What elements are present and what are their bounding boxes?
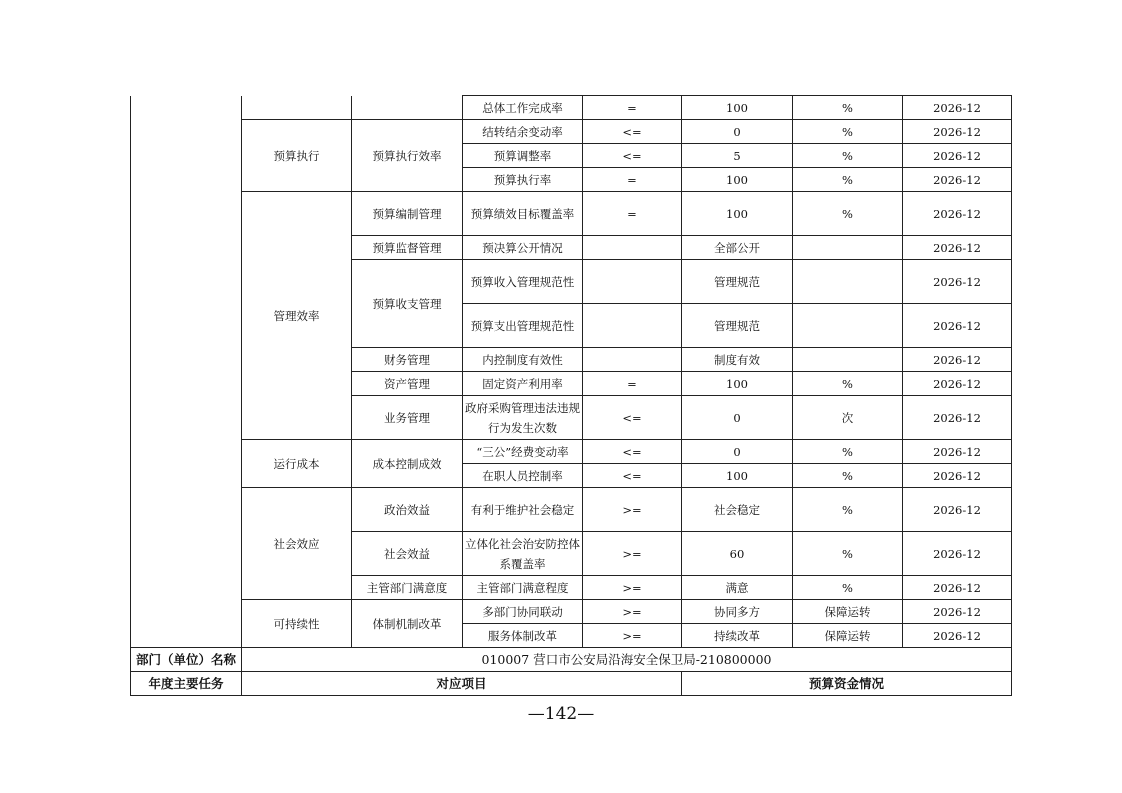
- value-cell: 100: [682, 96, 793, 120]
- level1-cell: 管理效率: [242, 192, 352, 440]
- value-cell: 100: [682, 168, 793, 192]
- annual-task-header: 年度主要任务: [131, 672, 242, 696]
- unit-cell: %: [793, 144, 903, 168]
- metric-cell: 结转结余变动率: [463, 120, 583, 144]
- department-row: [131, 648, 1012, 672]
- operator-cell: =: [583, 96, 682, 120]
- metric-cell: 内控制度有效性: [463, 348, 583, 372]
- table-row: [131, 488, 1012, 532]
- level2-cell: [352, 96, 463, 120]
- unit-cell: 保障运转: [793, 600, 903, 624]
- level2-cell: 体制机制改革: [352, 600, 463, 648]
- operator-cell: [583, 348, 682, 372]
- unit-cell: %: [793, 532, 903, 576]
- metric-cell: 立体化社会治安防控体系覆盖率: [463, 532, 583, 576]
- operator-cell: >=: [583, 624, 682, 648]
- unit-cell: %: [793, 120, 903, 144]
- level2-cell: 政治效益: [352, 488, 463, 532]
- operator-cell: =: [583, 168, 682, 192]
- unit-cell: [793, 348, 903, 372]
- metric-cell: 固定资产利用率: [463, 372, 583, 396]
- department-value: 010007 营口市公安局沿海安全保卫局-210800000: [242, 648, 1012, 672]
- value-cell: 5: [682, 144, 793, 168]
- metric-cell: 预算执行率: [463, 168, 583, 192]
- date-cell: 2026-12: [903, 144, 1012, 168]
- level2-cell: 预算监督管理: [352, 236, 463, 260]
- level2-cell: 资产管理: [352, 372, 463, 396]
- table-row: [131, 440, 1012, 464]
- table-row: [131, 120, 1012, 144]
- metric-cell: 预算支出管理规范性: [463, 304, 583, 348]
- metric-cell: 总体工作完成率: [463, 96, 583, 120]
- date-cell: 2026-12: [903, 236, 1012, 260]
- unit-cell: [793, 304, 903, 348]
- unit-cell: %: [793, 440, 903, 464]
- date-cell: 2026-12: [903, 488, 1012, 532]
- level2-cell: 预算编制管理: [352, 192, 463, 236]
- metric-cell: 在职人员控制率: [463, 464, 583, 488]
- value-cell: 60: [682, 532, 793, 576]
- metric-cell: 政府采购管理违法违规行为发生次数: [463, 396, 583, 440]
- value-cell: 全部公开: [682, 236, 793, 260]
- value-cell: 0: [682, 396, 793, 440]
- metric-cell: 预算收入管理规范性: [463, 260, 583, 304]
- metric-cell: 多部门协同联动: [463, 600, 583, 624]
- unit-cell: %: [793, 464, 903, 488]
- level1-cell: 运行成本: [242, 440, 352, 488]
- level2-cell: 主管部门满意度: [352, 576, 463, 600]
- operator-cell: [583, 260, 682, 304]
- unit-cell: [793, 236, 903, 260]
- operator-cell: <=: [583, 144, 682, 168]
- operator-cell: [583, 304, 682, 348]
- unit-cell: %: [793, 192, 903, 236]
- date-cell: 2026-12: [903, 168, 1012, 192]
- value-cell: 管理规范: [682, 304, 793, 348]
- value-cell: 100: [682, 192, 793, 236]
- metric-cell: 主管部门满意程度: [463, 576, 583, 600]
- level1-cell: 社会效应: [242, 488, 352, 600]
- value-cell: 100: [682, 464, 793, 488]
- metric-cell: 服务体制改革: [463, 624, 583, 648]
- level2-cell: 成本控制成效: [352, 440, 463, 488]
- unit-cell: 次: [793, 396, 903, 440]
- department-label: 部门（单位）名称: [131, 648, 242, 672]
- budget-funds-header: 预算资金情况: [682, 672, 1012, 696]
- value-cell: 社会稳定: [682, 488, 793, 532]
- operator-cell: >=: [583, 532, 682, 576]
- unit-cell: %: [793, 488, 903, 532]
- date-cell: 2026-12: [903, 120, 1012, 144]
- date-cell: 2026-12: [903, 600, 1012, 624]
- operator-cell: <=: [583, 440, 682, 464]
- operator-cell: >=: [583, 488, 682, 532]
- level0-blank-cell: [131, 96, 242, 648]
- value-cell: 管理规范: [682, 260, 793, 304]
- value-cell: 协同多方: [682, 600, 793, 624]
- value-cell: 0: [682, 440, 793, 464]
- level2-cell: 预算收支管理: [352, 260, 463, 348]
- level1-cell: 可持续性: [242, 600, 352, 648]
- date-cell: 2026-12: [903, 440, 1012, 464]
- date-cell: 2026-12: [903, 624, 1012, 648]
- operator-cell: [583, 236, 682, 260]
- operator-cell: <=: [583, 464, 682, 488]
- operator-cell: >=: [583, 600, 682, 624]
- value-cell: 满意: [682, 576, 793, 600]
- table-row: [131, 192, 1012, 236]
- level2-cell: 社会效益: [352, 532, 463, 576]
- table-row: [131, 600, 1012, 624]
- level1-cell: [242, 96, 352, 120]
- date-cell: 2026-12: [903, 96, 1012, 120]
- operator-cell: =: [583, 372, 682, 396]
- operator-cell: >=: [583, 576, 682, 600]
- operator-cell: =: [583, 192, 682, 236]
- unit-cell: [793, 260, 903, 304]
- level2-cell: 业务管理: [352, 396, 463, 440]
- date-cell: 2026-12: [903, 464, 1012, 488]
- date-cell: 2026-12: [903, 260, 1012, 304]
- value-cell: 0: [682, 120, 793, 144]
- date-cell: 2026-12: [903, 348, 1012, 372]
- table-row: [131, 96, 1012, 120]
- date-cell: 2026-12: [903, 532, 1012, 576]
- unit-cell: %: [793, 372, 903, 396]
- metric-cell: 有利于维护社会稳定: [463, 488, 583, 532]
- page-number: —142—: [527, 704, 595, 724]
- unit-cell: 保障运转: [793, 624, 903, 648]
- metric-cell: “三公”经费变动率: [463, 440, 583, 464]
- value-cell: 制度有效: [682, 348, 793, 372]
- metric-cell: 预算调整率: [463, 144, 583, 168]
- value-cell: 持续改革: [682, 624, 793, 648]
- value-cell: 100: [682, 372, 793, 396]
- date-cell: 2026-12: [903, 192, 1012, 236]
- unit-cell: %: [793, 96, 903, 120]
- metric-cell: 预算绩效目标覆盖率: [463, 192, 583, 236]
- header-row: [131, 672, 1012, 696]
- date-cell: 2026-12: [903, 304, 1012, 348]
- unit-cell: %: [793, 168, 903, 192]
- level2-cell: 财务管理: [352, 348, 463, 372]
- level2-cell: 预算执行效率: [352, 120, 463, 192]
- operator-cell: <=: [583, 396, 682, 440]
- date-cell: 2026-12: [903, 576, 1012, 600]
- operator-cell: <=: [583, 120, 682, 144]
- date-cell: 2026-12: [903, 396, 1012, 440]
- metric-cell: 预决算公开情况: [463, 236, 583, 260]
- performance-indicator-table: [130, 95, 1012, 696]
- date-cell: 2026-12: [903, 372, 1012, 396]
- unit-cell: %: [793, 576, 903, 600]
- level1-cell: 预算执行: [242, 120, 352, 192]
- corresponding-items-header: 对应项目: [242, 672, 682, 696]
